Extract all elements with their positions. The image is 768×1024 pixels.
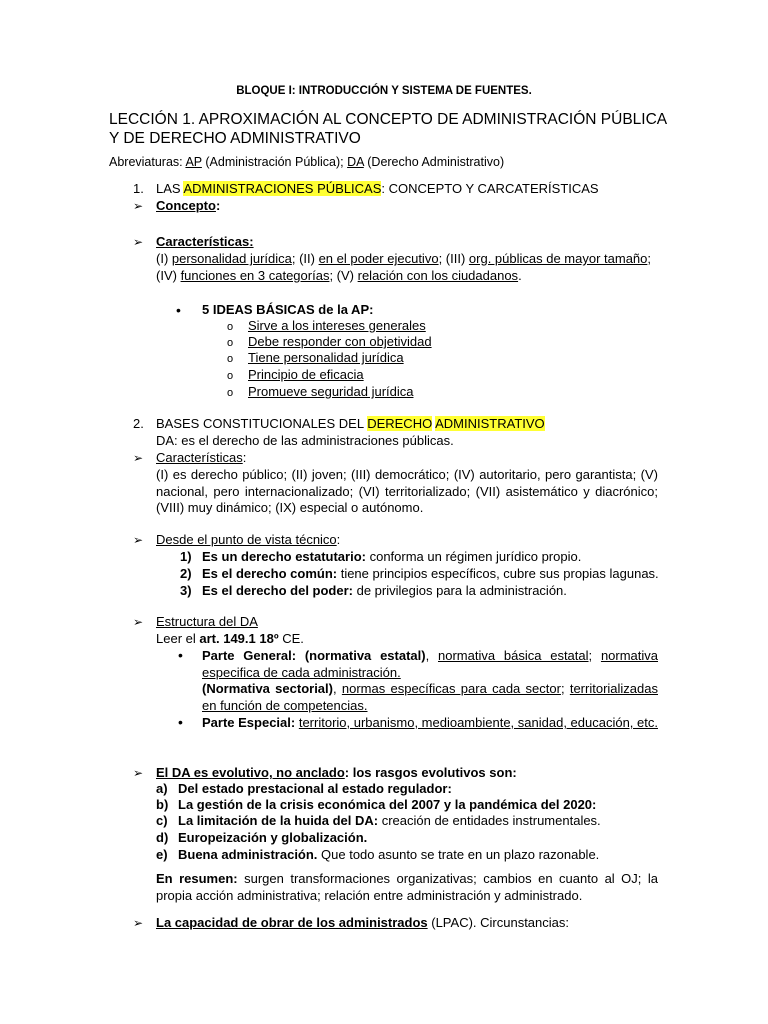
idea-item: Promueve seguridad jurídica bbox=[248, 384, 414, 399]
tecnico-item bbox=[202, 566, 659, 583]
text-run: . bbox=[518, 268, 522, 283]
list-letter: c) bbox=[156, 813, 168, 828]
colon: : bbox=[336, 532, 341, 547]
list-letter: e) bbox=[156, 847, 168, 862]
block-header: BLOQUE I: INTRODUCCIÓN Y SISTEMA DE FUENTES. bbox=[236, 85, 532, 97]
idea-item: Tiene personalidad jurídica bbox=[248, 350, 404, 365]
evolutivo-item bbox=[178, 797, 596, 814]
text-run-underlined: territorializadas en función de competencias. bbox=[202, 681, 658, 713]
resumen-text: surgen transformaciones organizativas; cambios en cuanto al OJ; la propia acción administrativa; relación entre administración y administrado. bbox=[156, 871, 658, 903]
arrow-bullet-icon: ➢ bbox=[133, 533, 144, 547]
parte-general bbox=[202, 648, 658, 681]
arrow-bullet-icon: ➢ bbox=[133, 916, 144, 930]
arrow-bullet-icon: ➢ bbox=[133, 235, 144, 249]
capacidad-label: La capacidad de obrar de los administrados bbox=[156, 915, 428, 930]
da-caracteristicas-text: (I) es derecho público; (II) joven; (III) democrático; (IV) autoritario, pero garantista; (V) nacional, pero internacionalizado; (VI) territorializado; (VII) asistemático y diacrónico; (VIII) muy dinámico; (IX) especial o autónomo. bbox=[156, 467, 658, 515]
text-run: ; bbox=[560, 681, 570, 696]
item-bold: Buena administración. bbox=[178, 847, 318, 862]
bullet-icon: • bbox=[176, 302, 181, 318]
section-2-heading bbox=[156, 416, 545, 433]
section-1-pre: LAS bbox=[156, 181, 184, 196]
text-run-underlined: en el poder ejecutivo bbox=[318, 251, 439, 266]
estructura-heading: Estructura del DA bbox=[156, 614, 258, 629]
list-number: 1) bbox=[180, 549, 192, 564]
list-number: 2) bbox=[180, 566, 192, 581]
evolutivo-item bbox=[178, 781, 452, 798]
text-run-underlined: territorio, urbanismo, medioambiente, sanidad, educación, etc. bbox=[298, 715, 658, 730]
abbr-ap-desc: (Administración Pública); bbox=[201, 155, 348, 169]
abbr-da-desc: (Derecho Administrativo) bbox=[363, 155, 505, 169]
circle-bullet-icon: o bbox=[227, 387, 234, 399]
evolutivo-item bbox=[178, 847, 599, 864]
idea-item: Sirve a los intereses generales bbox=[248, 318, 426, 333]
evolutivo-heading bbox=[156, 765, 517, 782]
text-run: ; (III) bbox=[438, 251, 469, 266]
text-run: ; bbox=[588, 648, 601, 663]
evolutivo-item bbox=[178, 813, 601, 830]
abbr-prefix: Abreviaturas: bbox=[109, 155, 186, 169]
section-1-heading bbox=[156, 181, 599, 198]
lesson-title: LECCIÓN 1. APROXIMACIÓN AL CONCEPTO DE ADMINISTRACIÓN PÚBLICA Y DE DERECHO ADMINISTRATIVO bbox=[109, 111, 667, 147]
list-letter: d) bbox=[156, 830, 169, 845]
text-run: (IV) bbox=[156, 268, 181, 283]
circle-bullet-icon: o bbox=[227, 337, 234, 349]
concepto-heading bbox=[156, 198, 220, 215]
tecnico-heading bbox=[156, 532, 340, 549]
evolutivo-label: El DA es evolutivo, no anclado bbox=[156, 765, 345, 780]
text-run-underlined: relación con los ciudadanos bbox=[357, 268, 519, 283]
evolutivo-item bbox=[178, 830, 367, 847]
item-bold: Del estado prestacional al estado regulador: bbox=[178, 781, 452, 796]
caracteristicas-line-1 bbox=[156, 251, 651, 268]
text-run: Leer el bbox=[156, 631, 200, 646]
item-bold: Parte Especial: bbox=[202, 715, 296, 730]
resumen-label: En resumen: bbox=[156, 871, 238, 886]
da-definition: DA: es el derecho de las administraciones públicas. bbox=[156, 433, 454, 448]
text-run: , bbox=[425, 648, 438, 663]
circle-bullet-icon: o bbox=[227, 321, 234, 333]
arrow-bullet-icon: ➢ bbox=[133, 766, 144, 780]
tecnico-item bbox=[202, 549, 581, 566]
text-run: CE. bbox=[278, 631, 304, 646]
item-bold: Europeización y globalización. bbox=[178, 830, 368, 845]
da-caracteristicas-heading bbox=[156, 450, 246, 467]
item-bold: (Normativa sectorial) bbox=[202, 681, 333, 696]
item-text: creación de entidades instrumentales. bbox=[378, 813, 601, 828]
item-text: conforma un régimen jurídico propio. bbox=[365, 549, 582, 564]
section-1-number: 1. bbox=[133, 181, 144, 196]
text-run-underlined: normas específicas para cada sector bbox=[341, 681, 561, 696]
section-2-number: 2. bbox=[133, 416, 144, 431]
item-bold: Parte General: (normativa estatal) bbox=[202, 648, 426, 663]
capacidad-text: (LPAC). Circunstancias: bbox=[427, 915, 569, 930]
leer-line bbox=[156, 631, 304, 648]
text-run: ; (II) bbox=[291, 251, 319, 266]
item-bold: La limitación de la huida del DA: bbox=[178, 813, 379, 828]
arrow-bullet-icon: ➢ bbox=[133, 199, 144, 213]
concepto-label: Concepto bbox=[156, 198, 216, 213]
capacidad-heading bbox=[156, 915, 569, 932]
arrow-bullet-icon: ➢ bbox=[133, 451, 144, 465]
list-letter: b) bbox=[156, 797, 169, 812]
text-run: (I) bbox=[156, 251, 172, 266]
circle-bullet-icon: o bbox=[227, 370, 234, 382]
item-text: Que todo asunto se trate en un plazo razonable. bbox=[317, 847, 600, 862]
abbr-ap: AP bbox=[185, 155, 202, 169]
text-run: ; bbox=[647, 251, 652, 266]
tecnico-item bbox=[202, 583, 567, 600]
evolutivo-text: : los rasgos evolutivos son: bbox=[344, 765, 517, 780]
colon: : bbox=[242, 450, 247, 465]
normativa-sectorial bbox=[202, 681, 658, 714]
resumen-paragraph bbox=[156, 871, 658, 904]
abbr-da: DA bbox=[347, 155, 364, 169]
section-1-post: : CONCEPTO Y CARCATERÍSTICAS bbox=[381, 181, 599, 196]
concepto-colon: : bbox=[215, 198, 221, 213]
section-2-pre: BASES CONSTITUCIONALES DEL bbox=[156, 416, 368, 431]
bullet-icon: • bbox=[178, 647, 183, 663]
item-text: tiene principios específicos, cubre sus propias lagunas. bbox=[337, 566, 659, 581]
item-bold: Es el derecho común: bbox=[202, 566, 338, 581]
parte-especial bbox=[202, 715, 658, 732]
list-letter: a) bbox=[156, 781, 168, 796]
caracteristicas-line-2 bbox=[156, 268, 522, 285]
text-run: ; (V) bbox=[329, 268, 358, 283]
da-caracteristicas-label: Características bbox=[156, 450, 243, 465]
section-1-highlight: ADMINISTRACIONES PÚBLICAS bbox=[183, 181, 382, 196]
text-run: , bbox=[332, 681, 342, 696]
item-bold: Es un derecho estatutario: bbox=[202, 549, 366, 564]
item-text: de privilegios para la administración. bbox=[353, 583, 567, 598]
circle-bullet-icon: o bbox=[227, 353, 234, 365]
text-run-underlined: funciones en 3 categorías bbox=[180, 268, 330, 283]
caracteristicas-heading: Características: bbox=[156, 234, 254, 249]
idea-item: Debe responder con objetividad bbox=[248, 334, 432, 349]
text-run-underlined: normativa básica estatal bbox=[438, 648, 589, 663]
item-bold: Es el derecho del poder: bbox=[202, 583, 353, 598]
abbreviations bbox=[109, 154, 504, 171]
article-ref: art. 149.1 18º bbox=[199, 631, 279, 646]
section-2-highlight: ADMINISTRATIVO bbox=[435, 416, 545, 431]
text-run-underlined: org. públicas de mayor tamaño bbox=[468, 251, 648, 266]
arrow-bullet-icon: ➢ bbox=[133, 615, 144, 629]
tecnico-label: Desde el punto de vista técnico bbox=[156, 532, 337, 547]
section-2-highlight: DERECHO bbox=[367, 416, 433, 431]
idea-item: Principio de eficacia bbox=[248, 367, 364, 382]
item-bold: La gestión de la crisis económica del 2007 y la pandémica del 2020: bbox=[178, 797, 597, 812]
bullet-icon: • bbox=[178, 714, 183, 730]
list-number: 3) bbox=[180, 583, 192, 598]
ideas-title: 5 IDEAS BÁSICAS de la AP: bbox=[202, 302, 374, 317]
text-run-underlined: personalidad jurídica bbox=[171, 251, 292, 266]
text-run-underlined: normativa especifica de cada administración. bbox=[202, 648, 659, 680]
